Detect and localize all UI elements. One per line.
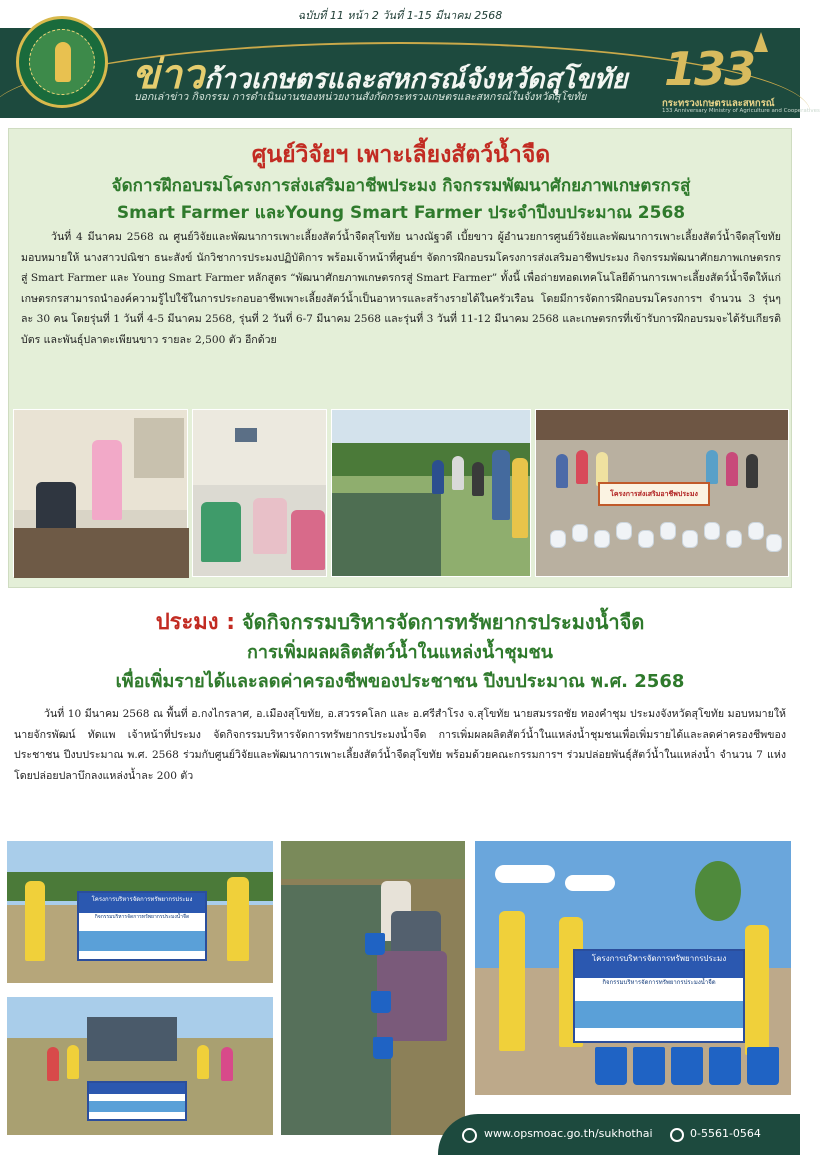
photo-pond-visit [331,409,531,577]
provincial-seal-logo [16,16,108,108]
photo-training-classroom [192,409,327,577]
footer-contact-bar [438,1114,800,1155]
fish-bag [748,522,764,540]
bucket-icon [747,1047,779,1085]
article2-subtitle-line2: เพื่อเพิ่มรายได้และลดค่าครองชีพของประชาชน ปีงบประมาณ พ.ศ. 2568 [115,671,685,692]
banner-fish-strip [89,1101,185,1112]
fish-bag [638,530,654,548]
photo-person [576,450,588,484]
bucket-icon [365,933,385,955]
anniversary-label: กระทรวงเกษตรและสหกรณ์ [662,98,775,109]
photo-board [134,418,184,478]
photo-training-speaker [13,409,188,577]
training-banner-text: โครงการส่งเสริมอาชีพประมง [610,490,698,498]
photo-screen [235,428,257,442]
article1-subtitle-line1: จัดการฝึกอบรมโครงการส่งเสริมอาชีพประมง กิจกรรมพัฒนาศักยภาพเกษตรกรสู่ [111,176,691,196]
banner-fish-strip [79,931,205,951]
banner-top-band [79,893,205,913]
fisheries-banner-3 [573,949,745,1043]
banner-3-line1: โครงการบริหารจัดการทรัพยากรประมง [591,954,727,963]
photo-person [201,502,241,562]
footer-website-link[interactable]: www.opsmoac.go.th/sukhothai [484,1127,653,1140]
banner-subtitle-row [575,978,743,988]
photo-person [706,450,718,484]
photo-wall [193,410,326,485]
article2-title-keyword: ประมง : [155,610,235,635]
anniversary-number: 133 [664,42,755,96]
photo-person [745,925,769,1055]
fisheries-banner-1 [77,891,207,961]
bucket-icon [671,1047,703,1085]
fish-bag [572,524,588,542]
photo-group-fish-bags [535,409,789,577]
article1-title: ศูนย์วิจัยฯ เพาะเลี้ยงสัตว์น้ำจืด [251,142,551,168]
bucket-icon [633,1047,665,1085]
photo-far-bank [281,841,465,879]
issue-line: ฉบับที่ 11 หน้า 2 วันที่ 1-15 มีนาคม 2568 [297,9,503,22]
fish-bag [550,530,566,548]
anniversary-logo [658,30,820,116]
photo-fisheries-group-3 [474,840,792,1096]
seal-inner-ring [29,29,95,95]
photo-person [432,460,444,494]
masthead [0,28,820,118]
photo-fisheries-group-2 [6,996,274,1136]
seal-figure-icon [55,42,71,82]
photo-person [291,510,325,570]
anniversary-tagline: 133 Anniversary Ministry of Agriculture and Cooperatives [662,108,820,114]
fisheries-banner-2 [87,1081,187,1121]
photo-desk [14,528,189,578]
masthead-subtitle: บอกเล่าข่าว กิจกรรม การดำเนินงานของหน่วยงานสังกัดกระทรวงเกษตรและสหกรณ์ในจังหวัดสุโขทัย [134,91,587,103]
banner-fish-strip [575,1001,743,1028]
footer-phone-number: 0-5561-0564 [690,1127,761,1140]
photo-person [512,458,528,538]
photo-person [25,881,45,961]
article2-subtitle [0,638,800,696]
fish-bag [594,530,610,548]
phone-icon [670,1128,684,1142]
photo-person [227,877,249,961]
masthead-title-rest: ก้าวเกษตรและสหกรณ์จังหวัดสุโขทัย [204,64,628,95]
photo-tree [695,861,741,921]
bucket-icon [595,1047,627,1085]
photo-cloud [495,865,555,883]
photo-person [726,452,738,486]
photo-person [47,1047,59,1081]
fish-bag [660,522,676,540]
photo-person [197,1045,209,1079]
banner-1-line2: กิจกรรมบริหารจัดการทรัพยากรประมงน้ำจืด [94,913,190,920]
photo-person [596,452,608,486]
article-fisheries-release [0,598,800,1155]
photo-pond-water [332,493,441,576]
article1-subtitle-line2: Smart Farmer และYoung Smart Farmer ประจำปีงบประมาณ 2568 [116,203,686,223]
bucket-icon [373,1037,393,1059]
photo-fisheries-group-1 [6,840,274,984]
training-banner [598,482,710,506]
photo-person [452,456,464,490]
article1-body: วันที่ 4 มีนาคม 2568 ณ ศูนย์วิจัยและพัฒนาการเพาะเลี้ยงสัตว์น้ำจืดสุโขทัย นางณัฐวดี เบี้ยขาว ผู้อำนวยการศูนย์วิจัยและพัฒนาการเพาะเลี้ยงสัตว์น้ำจืดสุโขทัย มอบหมายให้ นางสาวปณิชา ธนะสังข์ นักวิชาการประมงปฏิบัติการ พร้อมเจ้าหน้าที่ศูนย์ฯ จัดการฝึกอบรมโครงการส่งเสริมอาชีพประมง กิจกรรมพัฒนาศักยภาพเกษตรกรสู่ Smart Farmer และ Young Smart Farmer หลักสูตร “พัฒนาศักยภาพเกษตรกรสู่ Smart Farmer” ทั้งนี้ เพื่อถ่ายทอดเทคโนโลยีด้านการเพาะเลี้ยงสัตว์น้ำจืดให้แก่เกษตรกรสามารถนำองค์ความรู้ไปใช้ในการประกอบอาชีพเพาะเลี้ยงสัตว์น้ำเป็นอาหารและสร้างรายได้ในครัวเรือน โดยมีการจัดการฝึกอบรมโครงการฯ จำนวน 3 รุ่นๆ ละ 30 คน โดยรุ่นที่ 1 วันที่ 4-5 มีนาคม 2568, รุ่นที่ 2 วันที่ 6-7 มีนาคม 2568 และรุ่นที่ 3 วันที่ 11-12 มีนาคม 2568 และเกษตรกรที่เข้ารับการฝึกอบรมจะได้รับเกียรติบัตร และพันธุ์ปลาตะเพียนขาว รายละ 2,500 ตัว อีกด้วย [21,231,781,346]
photo-roof [536,410,788,440]
photo-person [472,462,484,496]
bucket-icon [371,991,391,1013]
article2-title-rest: จัดกิจกรรมบริหารจัดการทรัพยากรประมงน้ำจืด [235,610,645,634]
bucket-icon [709,1047,741,1085]
banner-3-line2: กิจกรรมบริหารจัดการทรัพยากรประมงน้ำจืด [602,979,716,986]
fish-bag [682,530,698,548]
banner-subtitle-row [79,913,205,921]
fish-bag [766,534,782,552]
fish-bag [704,522,720,540]
photo-truck [87,1017,177,1061]
photo-person [499,911,525,1051]
photo-person [92,440,122,520]
photo-person [746,454,758,488]
photo-person [67,1045,79,1079]
banner-top-band [575,951,743,978]
photo-person [221,1047,233,1081]
article2-subtitle-line1: การเพิ่มผลผลิตสัตว์น้ำในแหล่งน้ำชุมชน [247,642,553,663]
banner-top-band [89,1083,185,1094]
article2-body: วันที่ 10 มีนาคม 2568 ณ พื้นที่ อ.กงไกรลาศ, อ.เมืองสุโขทัย, อ.สวรรคโลก และ อ.ศรีสำโรง จ.สุโขทัย นายสมรรถชัย ทองคำชุม ประมงจังหวัดสุโขทัย มอบหมายให้ นายจักรพัฒน์ ทัดแพ เจ้าหน้าที่ประมง จัดกิจกรรมบริหารจัดการทรัพยากรประมงน้ำจืด การเพิ่มผลผลิตสัตว์น้ำในแหล่งน้ำชุมชนเพื่อเพิ่มรายได้และลดค่าครองชีพของประชาชน ปีงบประมาณ พ.ศ. 2568 ร่วมกับศูนย์วิจัยและพัฒนาการเพาะเลี้ยงสัตว์น้ำจืดสุโขทัย พร้อมด้วยคณะกรรมการฯ ร่วมปล่อยพันธุ์สัตว์น้ำในแหล่งน้ำ จำนวน 7 แห่ง โดยปล่อยปลาบึกลงแหล่งน้ำละ 200 ตัว [14,708,786,782]
banner-1-line1: โครงการบริหารจัดการทรัพยากรประมง [91,896,193,903]
article2-title [0,608,800,637]
photo-person [556,454,568,488]
photo-cloud [565,875,615,891]
globe-icon [462,1128,477,1143]
photo-person [253,498,287,554]
photo-fish-release-pond [280,840,466,1136]
masthead-title-big: ข่าว [132,52,205,98]
photo-person [492,450,510,520]
article-freshwater-research [8,128,792,588]
fish-bag [726,530,742,548]
article1-subtitle [9,173,793,227]
crown-icon [754,32,768,52]
fish-bag [616,522,632,540]
